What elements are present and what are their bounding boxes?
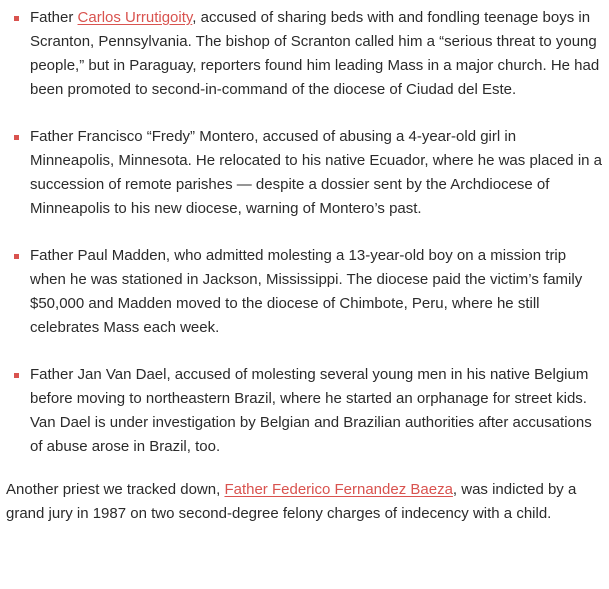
- list-item-prefix: Father: [30, 9, 78, 26]
- paragraph-text: , was indicted by a grand jury in 1987 on two second-degree felony charges of indecency with a child.: [6, 481, 577, 522]
- list-item-text: Father Jan Van Dael, accused of molesting several young men in his native Belgium before moving to northeastern Brazil, where he started an orphanage for street kids. Van Dael is under investigation by Belgian and Brazilian authorities after accusations of abuse arose in Brazil, too.: [30, 366, 592, 455]
- closing-paragraph: [6, 478, 603, 526]
- priest-link-carlos-urrutigoity[interactable]: Carlos Urrutigoity: [77, 9, 193, 26]
- bullet-marker: [14, 16, 19, 21]
- list-item: [30, 125, 603, 221]
- bullet-marker: [14, 373, 19, 378]
- list-item-text: Father Francisco “Fredy” Montero, accused of abusing a 4-year-old girl in Minneapolis, Minnesota. He relocated to his native Ecuador, where he was placed in a succession of remote parishes — despite a dossier sent by the Archdiocese of Minneapolis to his new diocese, warning of Montero’s past.: [30, 128, 602, 217]
- priest-list: [0, 6, 603, 459]
- bullet-marker: [14, 254, 19, 259]
- priest-link-federico-fernandez-baeza[interactable]: Father Federico Fernandez Baeza: [224, 481, 453, 498]
- list-item: [30, 244, 603, 340]
- list-item: [30, 6, 603, 102]
- list-item-text: , accused of sharing beds with and fondling teenage boys in Scranton, Pennsylvania. The bishop of Scranton called him a “serious threat to young people,” but in Paraguay, reporters found him leading Mass in a major church. He had been promoted to second-in-command of the diocese of Ciudad del Este.: [30, 9, 600, 98]
- list-item: [30, 363, 603, 459]
- bullet-marker: [14, 135, 19, 140]
- paragraph-prefix: Another priest we tracked down,: [6, 481, 225, 498]
- list-item-text: Father Paul Madden, who admitted molesting a 13-year-old boy on a mission trip when he was stationed in Jackson, Mississippi. The diocese paid the victim’s family $50,000 and Madden moved to the diocese of Chimbote, Peru, where he still celebrates Mass each week.: [30, 247, 583, 336]
